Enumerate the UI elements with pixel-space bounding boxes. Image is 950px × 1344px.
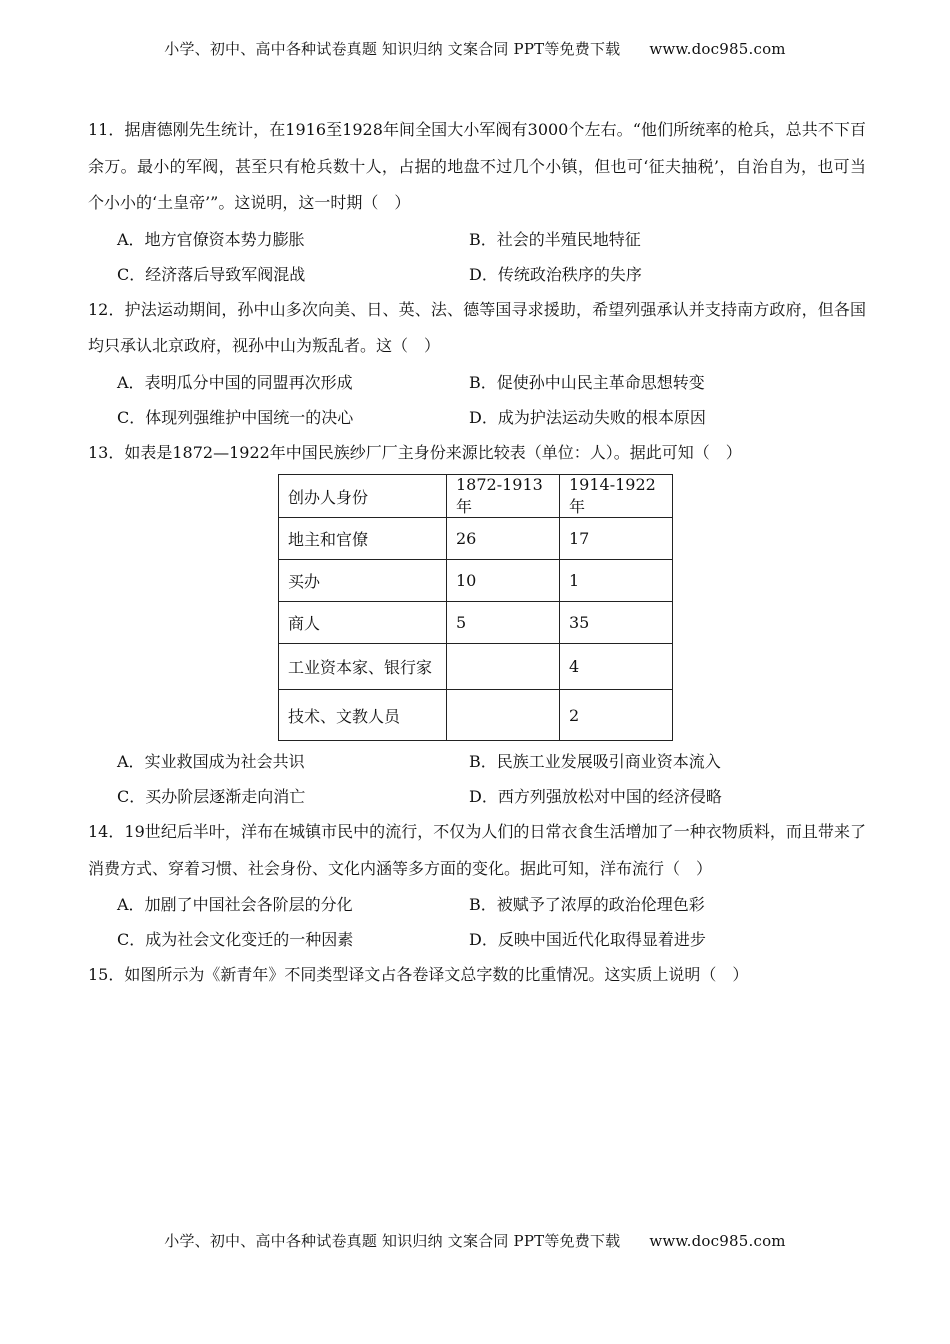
table-cell: 35 bbox=[560, 602, 673, 644]
option-letter: B． bbox=[469, 752, 497, 771]
option-row bbox=[88, 257, 866, 292]
option-letter: D． bbox=[469, 264, 498, 284]
question-stem: 15．如图所示为《新青年》不同类型译文占各卷译文总字数的比重情况。这实质上说明（ ） bbox=[88, 965, 749, 984]
table-row bbox=[279, 518, 673, 560]
table-row bbox=[279, 644, 673, 690]
table-row bbox=[279, 690, 673, 741]
table-cell: 技术、文教人员 bbox=[279, 690, 447, 741]
page-footer bbox=[0, 1230, 950, 1251]
option-c[interactable] bbox=[117, 400, 469, 435]
header-text: 小学、初中、高中各种试卷真题 知识归纳 文案合同 PPT等免费下载 bbox=[164, 40, 621, 58]
table-row bbox=[279, 602, 673, 644]
footer-text: 小学、初中、高中各种试卷真题 知识归纳 文案合同 PPT等免费下载 bbox=[164, 1232, 621, 1250]
option-b[interactable] bbox=[469, 887, 821, 922]
table-cell: 1 bbox=[560, 560, 673, 602]
question-15 bbox=[88, 957, 866, 994]
option-d[interactable] bbox=[469, 400, 821, 435]
option-letter: A． bbox=[117, 229, 145, 249]
option-a[interactable] bbox=[117, 887, 469, 922]
option-a[interactable] bbox=[117, 365, 469, 400]
option-c[interactable] bbox=[117, 922, 469, 957]
option-text: 社会的半殖民地特征 bbox=[496, 229, 641, 249]
option-text: 经济落后导致军阀混战 bbox=[145, 264, 306, 284]
option-text: 成为护法运动失败的根本原因 bbox=[497, 407, 706, 427]
table-header-cell: 1914-1922年 bbox=[560, 475, 673, 518]
footer-url[interactable]: www.doc985.com bbox=[649, 1232, 786, 1250]
table-cell: 17 bbox=[560, 518, 673, 560]
option-letter: A． bbox=[117, 895, 145, 914]
option-text: 西方列强放松对中国的经济侵略 bbox=[497, 787, 722, 806]
option-letter: B． bbox=[469, 229, 497, 249]
mill-owner-table bbox=[278, 474, 673, 741]
question-12 bbox=[88, 292, 866, 435]
option-text: 加剧了中国社会各阶层的分化 bbox=[144, 895, 353, 914]
table-cell: 4 bbox=[560, 644, 673, 690]
option-letter: C． bbox=[117, 787, 146, 806]
table-header-cell: 1872-1913年 bbox=[447, 475, 560, 518]
option-a[interactable] bbox=[117, 222, 469, 257]
question-11 bbox=[88, 112, 866, 292]
option-letter: D． bbox=[469, 787, 498, 806]
option-letter: A． bbox=[117, 372, 145, 392]
page-header bbox=[0, 38, 950, 59]
option-text: 促使孙中山民主革命思想转变 bbox=[496, 372, 705, 392]
table-cell: 地主和官僚 bbox=[279, 518, 447, 560]
option-b[interactable] bbox=[469, 222, 821, 257]
table-cell: 26 bbox=[447, 518, 560, 560]
table-cell: 5 bbox=[447, 602, 560, 644]
option-row bbox=[88, 365, 866, 400]
question-stem: 11．据唐德刚先生统计，在1916至1928年间全国大小军阀有3000个左右。“他们所统率的枪兵，总共不下百余万。最小的军阀，甚至只有枪兵数十人，占据的地盘不过几个小镇，但也可‘征夫抽税’，自治自为，也可当个小小的‘土皇帝’”。这说明，这一时期（ ） bbox=[88, 120, 866, 212]
option-c[interactable] bbox=[117, 257, 469, 292]
option-d[interactable] bbox=[469, 779, 821, 814]
option-b[interactable] bbox=[469, 365, 821, 400]
option-text: 实业救国成为社会共识 bbox=[144, 752, 305, 771]
option-letter: C． bbox=[117, 407, 146, 427]
option-row bbox=[88, 779, 866, 814]
option-letter: B． bbox=[469, 895, 497, 914]
option-letter: C． bbox=[117, 264, 146, 284]
option-text: 被赋予了浓厚的政治伦理色彩 bbox=[496, 895, 705, 914]
table-cell bbox=[447, 690, 560, 741]
table-cell: 商人 bbox=[279, 602, 447, 644]
header-url[interactable]: www.doc985.com bbox=[649, 40, 786, 58]
table-cell: 10 bbox=[447, 560, 560, 602]
table-cell: 买办 bbox=[279, 560, 447, 602]
table-cell bbox=[447, 644, 560, 690]
table-header-cell: 创办人身份 bbox=[279, 475, 447, 518]
option-a[interactable] bbox=[117, 744, 469, 779]
option-row bbox=[88, 922, 866, 957]
option-letter: A． bbox=[117, 752, 145, 771]
option-row bbox=[88, 744, 866, 779]
option-text: 成为社会文化变迁的一种因素 bbox=[145, 930, 354, 949]
question-stem: 12．护法运动期间，孙中山多次向美、日、英、法、德等国寻求援助，希望列强承认并支持南方政府，但各国均只承认北京政府，视孙中山为叛乱者。这（ ） bbox=[88, 299, 866, 355]
question-stem: 14．19世纪后半叶，洋布在城镇市民中的流行，不仅为人们的日常衣食生活增加了一种衣物质料，而且带来了消费方式、穿着习惯、社会身份、文化内涵等多方面的变化。据此可知，洋布流行（ ） bbox=[88, 822, 866, 878]
option-text: 地方官僚资本势力膨胀 bbox=[144, 229, 305, 249]
option-letter: B． bbox=[469, 372, 497, 392]
question-list bbox=[88, 112, 866, 994]
question-stem: 13．如表是1872—1922年中国民族纱厂厂主身份来源比较表（单位：人）。据此可知（ ） bbox=[88, 442, 742, 462]
option-text: 表明瓜分中国的同盟再次形成 bbox=[144, 372, 353, 392]
option-row bbox=[88, 887, 866, 922]
table-row bbox=[279, 560, 673, 602]
option-text: 民族工业发展吸引商业资本流入 bbox=[496, 752, 721, 771]
table-cell: 2 bbox=[560, 690, 673, 741]
option-d[interactable] bbox=[469, 257, 821, 292]
option-row bbox=[88, 222, 866, 257]
option-text: 反映中国近代化取得显着进步 bbox=[497, 930, 706, 949]
question-14 bbox=[88, 814, 866, 957]
option-row bbox=[88, 400, 866, 435]
option-letter: D． bbox=[469, 407, 498, 427]
option-text: 传统政治秩序的失序 bbox=[497, 264, 642, 284]
option-letter: D． bbox=[469, 930, 498, 949]
option-d[interactable] bbox=[469, 922, 821, 957]
option-text: 买办阶层逐渐走向消亡 bbox=[145, 787, 306, 806]
table-cell: 工业资本家、银行家 bbox=[279, 644, 447, 690]
option-letter: C． bbox=[117, 930, 146, 949]
option-text: 体现列强维护中国统一的决心 bbox=[145, 407, 354, 427]
option-c[interactable] bbox=[117, 779, 469, 814]
option-b[interactable] bbox=[469, 744, 821, 779]
table-header-row bbox=[279, 475, 673, 518]
question-13 bbox=[88, 435, 866, 815]
